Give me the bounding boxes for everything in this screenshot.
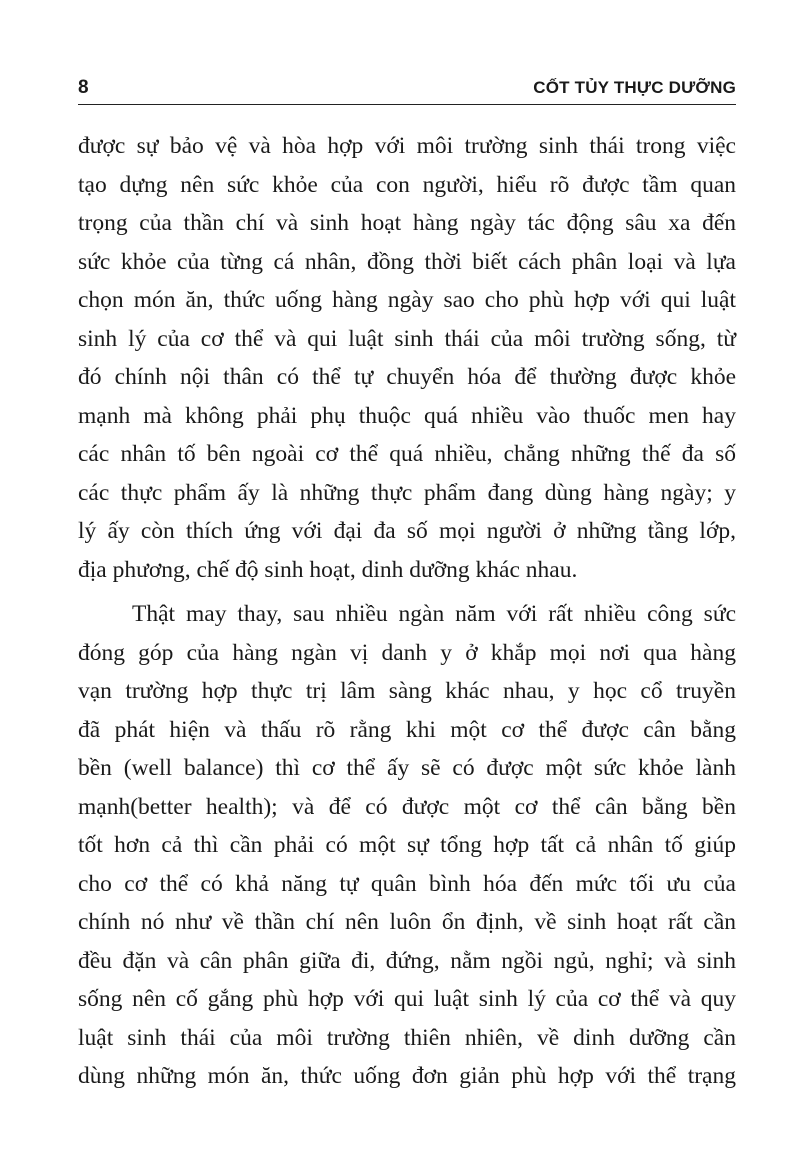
text-line: đóng góp của hàng ngàn vị danh y ở khắp mọi nơi qua hàng: [78, 639, 736, 666]
text-line: dùng những món ăn, thức uống đơn giản phù hợp với thể trạng: [78, 1063, 736, 1089]
text-line: các nhân tố bên ngoài cơ thể quá nhiều, chẳng những thế đa số: [78, 441, 736, 467]
text-line: tạo dựng nên sức khỏe của con người, hiểu rõ được tầm quan: [78, 171, 736, 198]
text-line: bền (well balance) thì cơ thể ấy sẽ có được một sức khỏe lành: [78, 755, 736, 781]
text-line: được sự bảo vệ và hòa hợp với môi trường sinh thái trong việc: [78, 133, 736, 159]
text-line: sức khỏe của từng cá nhân, đồng thời biết cách phân loại và lựa: [78, 248, 736, 275]
text-line: tốt hơn cả thì cần phải có một sự tổng hợp tất cả nhân tố giúp: [78, 832, 736, 858]
header-divider: [78, 104, 736, 105]
text-line: lý ấy còn thích ứng với đại đa số mọi người ở những tầng lớp,: [78, 518, 736, 544]
text-line: đó chính nội thân có thể tự chuyển hóa để thường được khỏe: [78, 364, 736, 390]
text-line: các thực phẩm ấy là những thực phẩm đang dùng hàng ngày; y: [78, 479, 736, 506]
page-header: [78, 76, 736, 102]
text-line: đã phát hiện và thấu rõ rằng khi một cơ thể được cân bằng: [78, 716, 736, 743]
text-line: mạnh(better health); và để có được một cơ thể cân bằng bền: [78, 793, 736, 820]
paragraph-2: [78, 595, 736, 1096]
text-line: mạnh mà không phải phụ thuộc quá nhiều vào thuốc men hay: [78, 402, 736, 429]
running-title: CỐT TỦY THỰC DƯỠNG: [533, 78, 736, 97]
paragraph-1: [78, 127, 736, 589]
body-text: [78, 127, 736, 1096]
text-line: cho cơ thể có khả năng tự quân bình hóa đến mức tối ưu của: [78, 870, 736, 897]
text-line: vạn trường hợp thực trị lâm sàng khác nhau, y học cổ truyền: [78, 678, 736, 704]
text-line: trọng của thần chí và sinh hoạt hàng ngày tác động sâu xa đến: [78, 210, 736, 236]
text-line: địa phương, chế độ sinh hoạt, dinh dưỡng khác nhau.: [78, 556, 578, 583]
page-number: 8: [78, 77, 89, 98]
text-line: sinh lý của cơ thể và qui luật sinh thái của môi trường sống, từ: [78, 325, 736, 352]
text-line: chính nó như về thần chí nên luôn ổn định, về sinh hoạt rất cần: [78, 909, 736, 935]
text-line: Thật may thay, sau nhiều ngàn năm với rất nhiều công sức: [132, 601, 736, 627]
text-line: chọn món ăn, thức uống hàng ngày sao cho phù hợp với qui luật: [78, 287, 736, 313]
text-line: sống nên cố gắng phù hợp với qui luật sinh lý của cơ thể và quy: [78, 986, 736, 1012]
text-line: đều đặn và cân phân giữa đi, đứng, nằm ngồi ngủ, nghỉ; và sinh: [78, 947, 736, 974]
text-line: luật sinh thái của môi trường thiên nhiên, về dinh dưỡng cần: [78, 1024, 736, 1051]
